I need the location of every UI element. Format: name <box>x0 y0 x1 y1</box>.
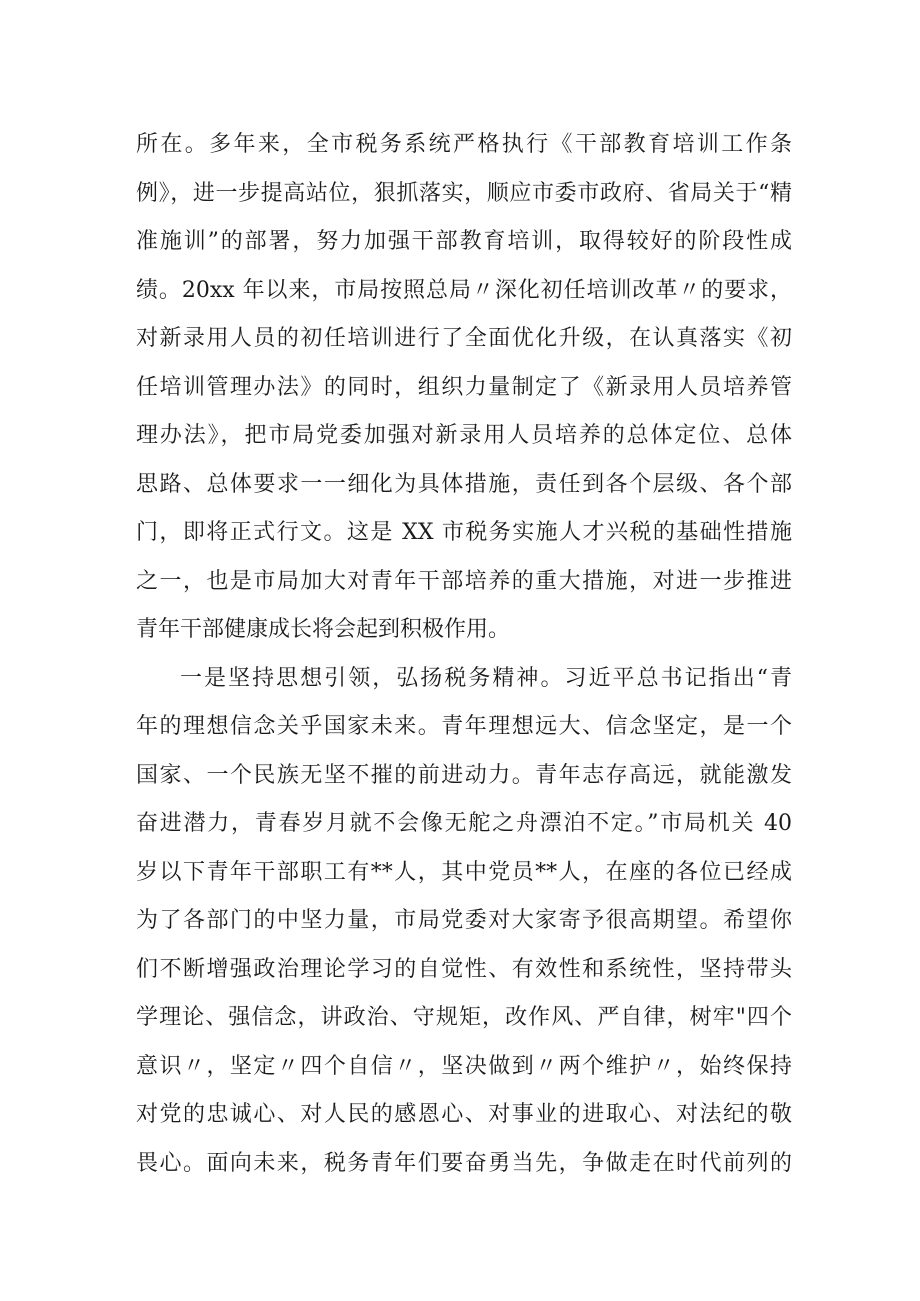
text-line: 岁以下青年干部职工有**人，其中党员**人，在座的各位已经成 <box>136 859 792 885</box>
text-line: 意识〃，坚定〃四个自信〃，坚决做到〃两个维护〃，始终保持 <box>136 1053 792 1079</box>
text-line: 一是坚持思想引领，弘扬税务精神。习近平总书记指出“青 <box>180 665 792 691</box>
text-line: 国家、一个民族无坚不摧的前进动力。青年志存高远，就能激发 <box>136 762 792 788</box>
text-line: 绩。20xx 年以来，市局按照总局〃深化初任培训改革〃的要求， <box>136 277 792 303</box>
text-line: 所在。多年来，全市税务系统严格执行《干部教育培训工作条 <box>136 132 792 157</box>
text-line: 年的理想信念关乎国家未来。青年理想远大、信念坚定，是一个 <box>136 714 792 739</box>
text-line: 对新录用人员的初任培训进行了全面优化升级，在认真落实《初 <box>136 326 792 351</box>
text-line: 例》，进一步提高站位，狠抓落实，顺应市委市政府、省局关于“精 <box>136 180 792 206</box>
text-line: 畏心。面向未来，税务青年们要奋勇当先，争做走在时代前列的 <box>136 1150 792 1176</box>
paragraph-2 <box>136 655 792 1189</box>
text-line: 们不断增强政治理论学习的自觉性、有效性和系统性，坚持带头 <box>136 956 792 982</box>
text-line: 为了各部门的中坚力量，市局党委对大家寄予很高期望。希望你 <box>136 908 792 933</box>
text-line: 奋进潜力，青春岁月就不会像无舵之舟漂泊不定。”市局机关 40 <box>136 811 792 836</box>
text-line: 之一，也是市局加大对青年干部培养的重大措施，对进一步推进 <box>136 568 792 594</box>
document-body <box>136 121 792 1188</box>
text-line: 青年干部健康成长将会起到积极作用。 <box>136 617 511 642</box>
text-line: 对党的忠诚心、对人民的感恩心、对事业的进取心、对法纪的敬 <box>136 1102 792 1127</box>
text-line: 思路、总体要求一一细化为具体措施，责任到各个层级、各个部 <box>136 471 792 497</box>
text-line: 理办法》，把市局党委加强对新录用人员培养的总体定位、总体 <box>136 423 792 448</box>
text-line: 学理论、强信念，讲政治、守规矩，改作风、严自律，树牢"四个 <box>136 1005 792 1030</box>
text-line: 任培训管理办法》的同时，组织力量制定了《新录用人员培养管 <box>136 374 792 400</box>
text-line: 准施训”的部署，努力加强干部教育培训，取得较好的阶段性成 <box>136 229 792 254</box>
paragraph-1 <box>136 121 792 655</box>
text-line: 门，即将正式行文。这是 XX 市税务实施人才兴税的基础性措施 <box>136 520 792 545</box>
